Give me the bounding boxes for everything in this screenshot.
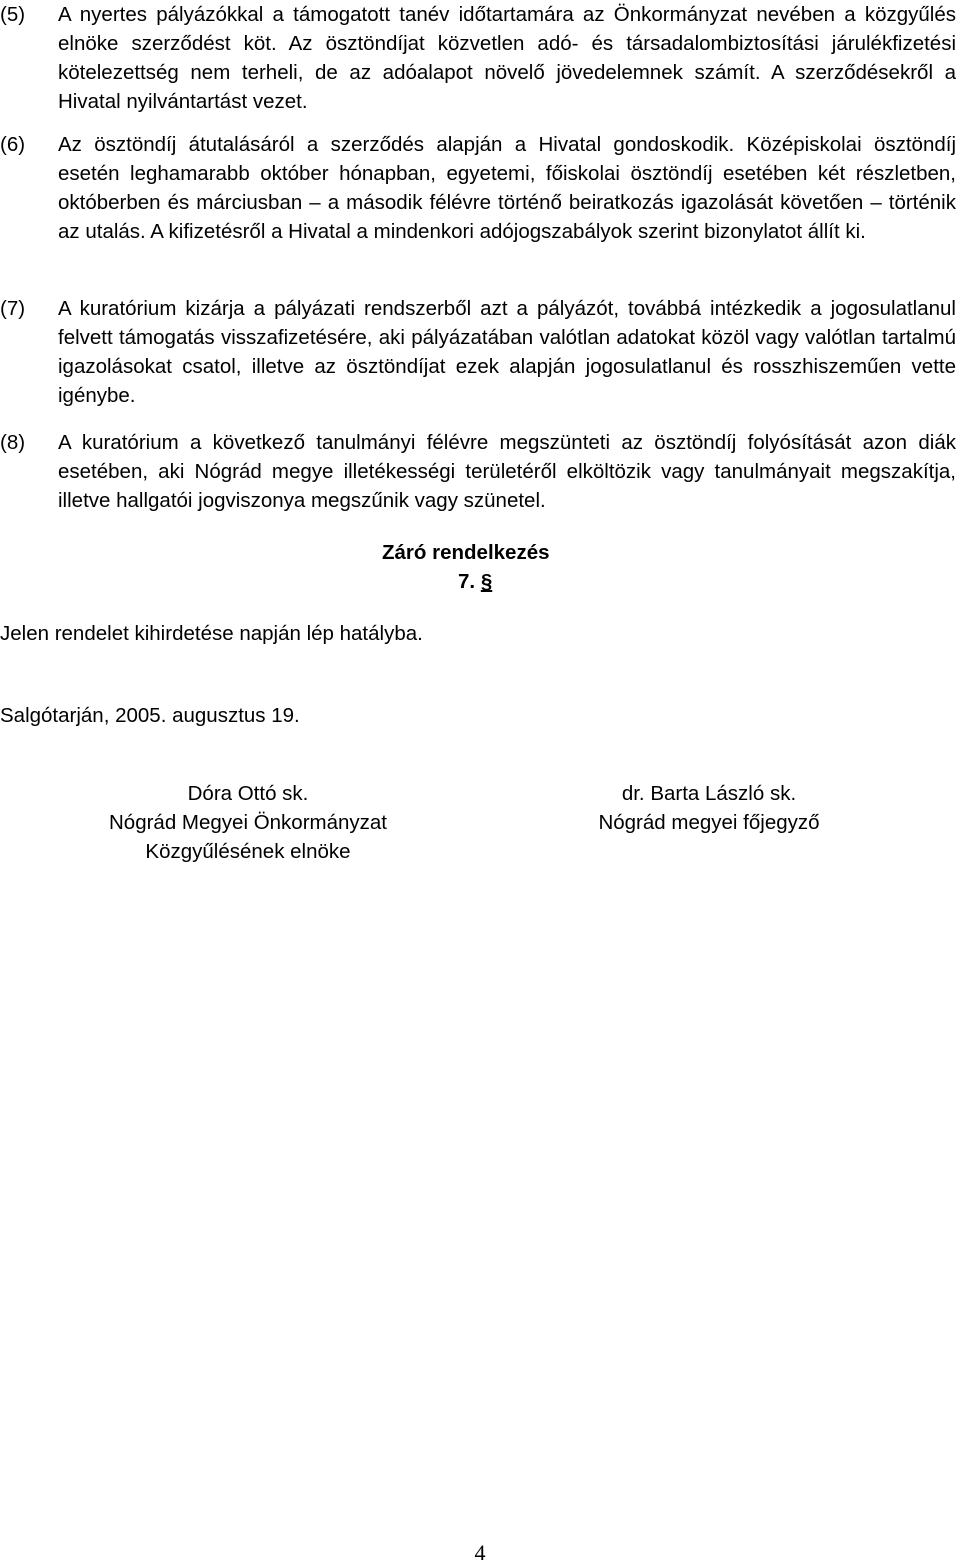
section-number: 7. bbox=[458, 570, 476, 593]
closing-text: Jelen rendelet kihirdetése napján lép hatályba. bbox=[0, 622, 423, 645]
closing-title: Záró rendelkezés bbox=[382, 541, 550, 564]
signature-block-notary bbox=[564, 779, 854, 837]
signature-name: dr. Barta László sk. bbox=[621, 782, 797, 805]
paragraph-5 bbox=[0, 0, 958, 116]
paragraph-7 bbox=[0, 294, 958, 410]
page-number: 4 bbox=[474, 1540, 486, 1565]
section-marker bbox=[458, 567, 956, 596]
section-symbol: § bbox=[480, 570, 493, 593]
signature-title: Nógrád megyei főjegyző bbox=[598, 811, 820, 834]
paragraph-number: (5) bbox=[0, 3, 26, 26]
signature-block-chair bbox=[70, 779, 426, 866]
closing-section-heading bbox=[0, 538, 956, 596]
paragraph-number: (7) bbox=[0, 297, 26, 320]
paragraph-text: Az ösztöndíj átutalásáról a szerződés alapján a Hivatal gondoskodik. Középiskolai ösztöndíj esetén leghamarabb október hónapban, egyetemi, főiskolai ösztöndíj esetében két részletben, októberben és márciusban – a második félévre történő beiratkozás igazolását követően – történik az utalás. A kifizetésről a Hivatal a mindenkori adójogszabályok szerint bizonylatot állít ki. bbox=[58, 133, 956, 243]
signature-title: Nógrád Megyei Önkormányzat bbox=[108, 811, 387, 834]
paragraph-number: (8) bbox=[0, 431, 26, 454]
paragraph-text: A kuratórium kizárja a pályázati rendszerből azt a pályázót, továbbá intézkedik a jogosulatlanul felvett támogatás visszafizetésére, aki pályázatában valótlan adatokat közöl vagy valótlan tartalmú igazolásokat csatol, illetve az ösztöndíjat ezek alapján jogosulatlanul és rosszhiszeműen vette igénybe. bbox=[58, 297, 956, 407]
paragraph-6 bbox=[0, 130, 958, 246]
signature-title: Közgyűlésének elnöke bbox=[145, 840, 351, 863]
place-date: Salgótarján, 2005. augusztus 19. bbox=[0, 704, 300, 727]
paragraph-text: A nyertes pályázókkal a támogatott tanév időtartamára az Önkormányzat nevében a közgyűlés elnöke szerződést köt. Az ösztöndíjat közvetlen adó- és társadalombiztosítási járulékfizetési kötelezettség nem terheli, de az adóalapot növelő jövedelemnek számít. A szerződésekről a Hivatal nyilvántartást vezet. bbox=[58, 3, 956, 113]
paragraph-number: (6) bbox=[0, 133, 26, 156]
paragraph-text: A kuratórium a következő tanulmányi félévre megszünteti az ösztöndíj folyósítását azon diák esetében, aki Nógrád megye illetékességi területéről elköltözik vagy tanulmányait megszakítja, illetve hallgatói jogviszonya megszűnik vagy szünetel. bbox=[58, 431, 956, 512]
paragraph-8 bbox=[0, 428, 958, 515]
signature-name: Dóra Ottó sk. bbox=[187, 782, 309, 805]
